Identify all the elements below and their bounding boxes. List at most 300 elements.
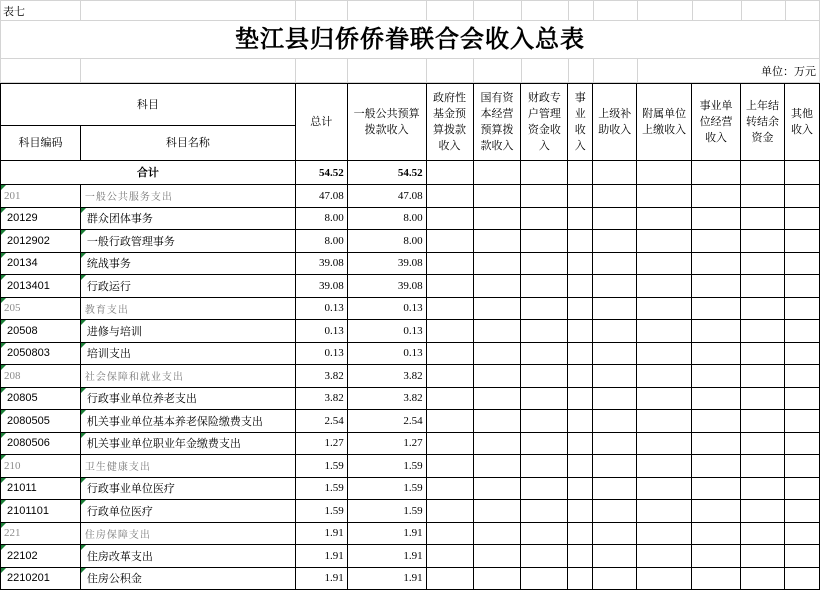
empty-cell[interactable] xyxy=(473,275,521,298)
cell-marker-icon xyxy=(81,208,86,213)
empty-cell[interactable] xyxy=(692,500,741,523)
empty-cell[interactable] xyxy=(593,567,637,590)
cell-marker-icon xyxy=(1,568,6,573)
empty-cell[interactable] xyxy=(741,500,785,523)
empty-cell[interactable] xyxy=(426,252,473,275)
cell-marker-icon xyxy=(81,343,86,348)
row-total[interactable]: 0.13 xyxy=(295,342,347,365)
cell-marker-icon xyxy=(1,320,6,325)
table-row xyxy=(1,545,820,568)
header-row-1 xyxy=(1,84,820,126)
empty-cell[interactable] xyxy=(741,432,785,455)
header-subject: 科目 xyxy=(1,84,296,126)
empty-cell[interactable] xyxy=(637,297,692,320)
empty-cell[interactable] xyxy=(741,545,785,568)
empty-cell[interactable] xyxy=(741,297,785,320)
empty-cell[interactable] xyxy=(521,252,568,275)
cell-marker-icon xyxy=(1,455,6,460)
empty-cell[interactable] xyxy=(593,320,637,343)
empty-cell[interactable] xyxy=(568,410,593,433)
empty-cell[interactable] xyxy=(593,500,637,523)
empty-cell[interactable] xyxy=(568,387,593,410)
empty-cell[interactable] xyxy=(741,365,785,388)
empty-cell[interactable] xyxy=(593,207,637,230)
empty-cell[interactable] xyxy=(692,275,741,298)
row-code: 20805 xyxy=(7,392,38,405)
empty-cell[interactable] xyxy=(637,500,692,523)
empty-cell[interactable] xyxy=(473,500,521,523)
empty-cell[interactable] xyxy=(568,252,593,275)
empty-cell[interactable] xyxy=(521,455,568,478)
row-general[interactable]: 3.82 xyxy=(347,387,426,410)
empty-cell[interactable] xyxy=(521,500,568,523)
table-row xyxy=(1,342,820,365)
row-code-cell[interactable] xyxy=(1,252,81,275)
empty-cell[interactable] xyxy=(637,545,692,568)
cell-marker-icon xyxy=(1,388,6,393)
empty-cell[interactable] xyxy=(593,297,637,320)
row-general[interactable]: 1.91 xyxy=(347,522,426,545)
empty-cell[interactable] xyxy=(473,297,521,320)
empty-cell[interactable] xyxy=(521,387,568,410)
row-total[interactable]: 39.08 xyxy=(295,275,347,298)
empty-cell[interactable] xyxy=(426,207,473,230)
row-name[interactable]: 社会保障和就业支出 xyxy=(80,365,295,388)
empty-cell[interactable] xyxy=(784,500,819,523)
empty-cell[interactable] xyxy=(593,275,637,298)
row-name[interactable]: 行政运行 xyxy=(80,275,295,298)
empty-cell[interactable] xyxy=(473,455,521,478)
empty-cell[interactable] xyxy=(784,477,819,500)
row-general[interactable]: 1.91 xyxy=(347,545,426,568)
empty-cell[interactable] xyxy=(784,275,819,298)
empty-cell[interactable] xyxy=(521,567,568,590)
row-code-cell[interactable] xyxy=(1,342,81,365)
row-code-cell[interactable] xyxy=(1,432,81,455)
row-code: 2210201 xyxy=(7,572,50,585)
empty-cell[interactable] xyxy=(426,297,473,320)
cell-marker-icon xyxy=(1,545,6,550)
empty-cell[interactable] xyxy=(426,387,473,410)
row-total[interactable]: 1.27 xyxy=(295,432,347,455)
empty-cell[interactable] xyxy=(593,230,637,253)
row-general[interactable]: 39.08 xyxy=(347,252,426,275)
table-row xyxy=(1,275,820,298)
empty-cell[interactable] xyxy=(637,387,692,410)
cell-marker-icon xyxy=(1,523,6,528)
table-row xyxy=(1,432,820,455)
empty-cell[interactable] xyxy=(741,567,785,590)
cell-marker-icon xyxy=(81,545,86,550)
table-row xyxy=(1,387,820,410)
cell-marker-icon xyxy=(81,253,86,258)
empty-cell[interactable] xyxy=(568,342,593,365)
empty-cell[interactable] xyxy=(637,342,692,365)
row-code-cell[interactable] xyxy=(1,387,81,410)
total-row xyxy=(1,161,820,185)
empty-cell[interactable] xyxy=(692,410,741,433)
empty-cell[interactable] xyxy=(568,365,593,388)
header-general-budget: 一般公共预算拨款收入 xyxy=(347,84,426,161)
cell-marker-icon xyxy=(81,568,86,573)
row-code-cell[interactable] xyxy=(1,455,81,478)
cell-marker-icon xyxy=(1,478,6,483)
empty-cell[interactable] xyxy=(692,185,741,208)
row-code: 20134 xyxy=(7,257,38,270)
page-title: 垫江县归侨侨眷联合会收入总表 xyxy=(235,24,585,53)
cell-marker-icon xyxy=(1,275,6,280)
row-code: 21011 xyxy=(7,482,37,495)
empty-cell[interactable] xyxy=(521,185,568,208)
header-other: 其他收入 xyxy=(784,84,819,161)
row-general[interactable]: 0.13 xyxy=(347,297,426,320)
row-code-cell[interactable] xyxy=(1,477,81,500)
row-general[interactable]: 2.54 xyxy=(347,410,426,433)
row-name[interactable]: 一般行政管理事务 xyxy=(80,230,295,253)
empty-cell[interactable] xyxy=(521,477,568,500)
row-name[interactable]: 行政事业单位养老支出 xyxy=(80,387,295,410)
row-name[interactable]: 卫生健康支出 xyxy=(80,455,295,478)
row-code: 2012902 xyxy=(7,234,50,247)
empty-cell[interactable] xyxy=(521,320,568,343)
cell-marker-icon xyxy=(1,343,6,348)
cell-marker-icon xyxy=(1,365,6,370)
row-general[interactable]: 47.08 xyxy=(347,185,426,208)
empty-cell[interactable] xyxy=(784,522,819,545)
empty-cell[interactable] xyxy=(692,342,741,365)
empty-cell[interactable] xyxy=(784,567,819,590)
empty-cell[interactable] xyxy=(692,477,741,500)
empty-cell[interactable] xyxy=(473,320,521,343)
empty-cell[interactable] xyxy=(593,545,637,568)
cell-marker-icon xyxy=(1,410,6,415)
empty-cell[interactable] xyxy=(521,410,568,433)
empty-cell[interactable] xyxy=(521,522,568,545)
empty-cell[interactable] xyxy=(741,185,785,208)
row-code-cell[interactable] xyxy=(1,500,81,523)
empty-cell[interactable] xyxy=(692,365,741,388)
row-code-cell[interactable] xyxy=(1,567,81,590)
empty-cell[interactable] xyxy=(473,477,521,500)
empty-cell[interactable] xyxy=(784,297,819,320)
row-name[interactable]: 机关事业单位职业年金缴费支出 xyxy=(80,432,295,455)
empty-cell[interactable] xyxy=(568,545,593,568)
empty-cell[interactable] xyxy=(637,207,692,230)
empty-cell[interactable] xyxy=(637,432,692,455)
empty-cell[interactable] xyxy=(784,387,819,410)
row-total[interactable]: 47.08 xyxy=(295,185,347,208)
empty-cell[interactable] xyxy=(426,230,473,253)
empty-cell[interactable] xyxy=(473,365,521,388)
empty-cell[interactable] xyxy=(741,387,785,410)
empty-cell[interactable] xyxy=(784,207,819,230)
empty-cell[interactable] xyxy=(568,207,593,230)
row-total[interactable]: 1.91 xyxy=(295,545,347,568)
empty-cell[interactable] xyxy=(568,275,593,298)
header-business: 事业收入 xyxy=(568,84,593,161)
row-total[interactable]: 39.08 xyxy=(295,252,347,275)
empty-cell[interactable] xyxy=(784,342,819,365)
empty-cell[interactable] xyxy=(741,207,785,230)
header-state-capital: 国有资本经营预算拨款收入 xyxy=(473,84,521,161)
empty-cell[interactable] xyxy=(692,432,741,455)
row-general[interactable]: 8.00 xyxy=(347,207,426,230)
empty-cell[interactable] xyxy=(741,522,785,545)
empty-cell[interactable] xyxy=(473,387,521,410)
empty-cell[interactable] xyxy=(692,207,741,230)
row-general[interactable]: 39.08 xyxy=(347,275,426,298)
row-code-cell[interactable] xyxy=(1,207,81,230)
empty-cell[interactable] xyxy=(426,455,473,478)
empty-cell[interactable] xyxy=(426,342,473,365)
total-value: 54.52 xyxy=(295,161,347,185)
empty-cell[interactable] xyxy=(473,545,521,568)
row-code-cell[interactable] xyxy=(1,522,81,545)
empty-cell[interactable] xyxy=(637,320,692,343)
empty-cell[interactable] xyxy=(521,230,568,253)
row-general[interactable]: 0.13 xyxy=(347,320,426,343)
empty-cell[interactable] xyxy=(741,477,785,500)
empty-cell[interactable] xyxy=(426,365,473,388)
empty-cell[interactable] xyxy=(521,545,568,568)
empty-cell[interactable] xyxy=(593,342,637,365)
empty-cell[interactable] xyxy=(473,252,521,275)
row-name[interactable]: 教育支出 xyxy=(80,297,295,320)
empty-cell[interactable] xyxy=(521,365,568,388)
row-name[interactable]: 住房改革支出 xyxy=(80,545,295,568)
income-table xyxy=(0,83,820,590)
row-name[interactable]: 培训支出 xyxy=(80,342,295,365)
empty-cell[interactable] xyxy=(784,320,819,343)
empty-cell[interactable] xyxy=(692,320,741,343)
empty-cell[interactable] xyxy=(784,365,819,388)
empty-cell[interactable] xyxy=(637,230,692,253)
row-code-cell[interactable] xyxy=(1,545,81,568)
empty-cell[interactable] xyxy=(473,522,521,545)
unit-label: 单位：万元 xyxy=(761,65,816,78)
row-general[interactable]: 1.27 xyxy=(347,432,426,455)
empty-cell[interactable] xyxy=(426,477,473,500)
cell-marker-icon xyxy=(1,500,6,505)
row-code: 201 xyxy=(4,189,21,202)
empty-cell[interactable] xyxy=(593,432,637,455)
empty-cell[interactable] xyxy=(473,410,521,433)
row-code-cell[interactable] xyxy=(1,185,81,208)
empty-cell[interactable] xyxy=(568,320,593,343)
row-code-cell[interactable] xyxy=(1,365,81,388)
empty-cell[interactable] xyxy=(637,477,692,500)
row-general[interactable]: 0.13 xyxy=(347,342,426,365)
row-name[interactable]: 一般公共服务支出 xyxy=(80,185,295,208)
header-code: 科目编码 xyxy=(1,126,81,161)
empty-cell[interactable] xyxy=(784,432,819,455)
row-general[interactable]: 3.82 xyxy=(347,365,426,388)
header-total: 总计 xyxy=(295,84,347,161)
empty-cell[interactable] xyxy=(568,297,593,320)
empty-cell[interactable] xyxy=(741,230,785,253)
empty-cell[interactable] xyxy=(521,432,568,455)
empty-cell[interactable] xyxy=(426,275,473,298)
empty-cell[interactable] xyxy=(741,252,785,275)
cell-marker-icon xyxy=(81,388,86,393)
table-row xyxy=(1,252,820,275)
empty-cell[interactable] xyxy=(784,545,819,568)
cell-marker-icon xyxy=(1,253,6,258)
empty-cell[interactable] xyxy=(473,185,521,208)
row-total[interactable]: 2.54 xyxy=(295,410,347,433)
empty-cell[interactable] xyxy=(637,275,692,298)
row-name[interactable]: 群众团体事务 xyxy=(80,207,295,230)
sheet-label: 表七 xyxy=(3,5,25,18)
row-total[interactable]: 3.82 xyxy=(295,387,347,410)
cell-marker-icon xyxy=(81,478,86,483)
table-row xyxy=(1,500,820,523)
row-name[interactable]: 住房保障支出 xyxy=(80,522,295,545)
empty-cell[interactable] xyxy=(568,455,593,478)
row-code-cell[interactable] xyxy=(1,275,81,298)
row-code-cell[interactable] xyxy=(1,410,81,433)
row-code: 2101101 xyxy=(7,504,50,517)
empty-cell[interactable] xyxy=(593,522,637,545)
empty-cell[interactable] xyxy=(593,185,637,208)
row-general[interactable]: 1.91 xyxy=(347,567,426,590)
empty-cell[interactable] xyxy=(426,522,473,545)
empty-cell[interactable] xyxy=(593,455,637,478)
row-code-cell[interactable] xyxy=(1,297,81,320)
header-unit-operation: 事业单位经营收入 xyxy=(692,84,741,161)
empty-cell[interactable] xyxy=(692,567,741,590)
empty-cell[interactable] xyxy=(692,455,741,478)
row-code: 221 xyxy=(4,527,21,540)
empty-cell[interactable] xyxy=(568,432,593,455)
row-general[interactable]: 8.00 xyxy=(347,230,426,253)
empty-cell[interactable] xyxy=(426,500,473,523)
empty-cell[interactable] xyxy=(784,185,819,208)
header-gov-fund: 政府性基金预算拨款收入 xyxy=(426,84,473,161)
row-general[interactable]: 1.59 xyxy=(347,500,426,523)
row-total[interactable]: 1.59 xyxy=(295,455,347,478)
empty-cell[interactable] xyxy=(741,455,785,478)
empty-cell[interactable] xyxy=(637,567,692,590)
empty-cell[interactable] xyxy=(473,230,521,253)
empty-cell[interactable] xyxy=(568,522,593,545)
row-total[interactable]: 3.82 xyxy=(295,365,347,388)
empty-cell[interactable] xyxy=(593,365,637,388)
row-general[interactable]: 1.59 xyxy=(347,477,426,500)
empty-cell[interactable] xyxy=(593,387,637,410)
row-name[interactable]: 行政事业单位医疗 xyxy=(80,477,295,500)
empty-cell[interactable] xyxy=(426,545,473,568)
empty-cell[interactable] xyxy=(473,207,521,230)
cell-marker-icon xyxy=(1,185,6,190)
header-special-fund: 财政专户管理资金收入 xyxy=(521,84,568,161)
empty-cell[interactable] xyxy=(593,477,637,500)
empty-cell[interactable] xyxy=(692,545,741,568)
table-row xyxy=(1,522,820,545)
empty-cell[interactable] xyxy=(521,297,568,320)
empty-cell[interactable] xyxy=(426,567,473,590)
empty-cell[interactable] xyxy=(637,185,692,208)
empty-cell[interactable] xyxy=(637,365,692,388)
empty-cell[interactable] xyxy=(637,410,692,433)
empty-cell[interactable] xyxy=(473,342,521,365)
empty-cell[interactable] xyxy=(741,342,785,365)
empty-cell[interactable] xyxy=(568,477,593,500)
row-code-cell[interactable] xyxy=(1,320,81,343)
row-name[interactable]: 住房公积金 xyxy=(80,567,295,590)
empty-cell[interactable] xyxy=(741,410,785,433)
empty-cell[interactable] xyxy=(741,275,785,298)
empty-cell[interactable] xyxy=(521,207,568,230)
row-general[interactable]: 1.59 xyxy=(347,455,426,478)
empty-cell[interactable] xyxy=(637,522,692,545)
empty-cell[interactable] xyxy=(741,320,785,343)
row-name[interactable]: 行政单位医疗 xyxy=(80,500,295,523)
table-row xyxy=(1,410,820,433)
empty-cell[interactable] xyxy=(568,230,593,253)
empty-cell[interactable] xyxy=(692,297,741,320)
row-name[interactable]: 进修与培训 xyxy=(80,320,295,343)
table-body xyxy=(1,185,820,590)
cell-marker-icon xyxy=(81,500,86,505)
empty-cell[interactable] xyxy=(784,230,819,253)
table-row xyxy=(1,185,820,208)
row-total[interactable]: 8.00 xyxy=(295,207,347,230)
row-total[interactable]: 1.59 xyxy=(295,500,347,523)
row-name[interactable]: 机关事业单位基本养老保险缴费支出 xyxy=(80,410,295,433)
row-total[interactable]: 1.91 xyxy=(295,567,347,590)
empty-cell[interactable] xyxy=(568,500,593,523)
total-label: 合计 xyxy=(1,161,296,185)
header-affiliated: 附属单位上缴收入 xyxy=(637,84,692,161)
empty-cell[interactable] xyxy=(426,185,473,208)
total-general: 54.52 xyxy=(347,161,426,185)
header-carryover: 上年结转结余资金 xyxy=(741,84,785,161)
row-code: 2013401 xyxy=(7,279,50,292)
empty-cell[interactable] xyxy=(784,410,819,433)
row-code-cell[interactable] xyxy=(1,230,81,253)
empty-cell[interactable] xyxy=(784,455,819,478)
row-name[interactable]: 统战事务 xyxy=(80,252,295,275)
empty-cell[interactable] xyxy=(637,252,692,275)
empty-cell[interactable] xyxy=(473,567,521,590)
table-row xyxy=(1,320,820,343)
row-total[interactable]: 0.13 xyxy=(295,297,347,320)
empty-cell[interactable] xyxy=(568,185,593,208)
empty-cell[interactable] xyxy=(426,410,473,433)
row-total[interactable]: 1.59 xyxy=(295,477,347,500)
empty-cell[interactable] xyxy=(637,455,692,478)
empty-cell[interactable] xyxy=(692,522,741,545)
cell-marker-icon xyxy=(1,208,6,213)
row-total[interactable]: 1.91 xyxy=(295,522,347,545)
empty-cell[interactable] xyxy=(784,252,819,275)
empty-cell[interactable] xyxy=(593,252,637,275)
empty-cell[interactable] xyxy=(692,387,741,410)
empty-cell[interactable] xyxy=(426,432,473,455)
cell-marker-icon xyxy=(1,433,6,438)
empty-cell[interactable] xyxy=(692,252,741,275)
empty-cell[interactable] xyxy=(426,320,473,343)
row-total[interactable]: 8.00 xyxy=(295,230,347,253)
empty-cell[interactable] xyxy=(692,230,741,253)
empty-cell[interactable] xyxy=(593,410,637,433)
empty-cell[interactable] xyxy=(473,432,521,455)
empty-cell[interactable] xyxy=(568,567,593,590)
empty-cell[interactable] xyxy=(521,342,568,365)
empty-cell[interactable] xyxy=(521,275,568,298)
row-total[interactable]: 0.13 xyxy=(295,320,347,343)
